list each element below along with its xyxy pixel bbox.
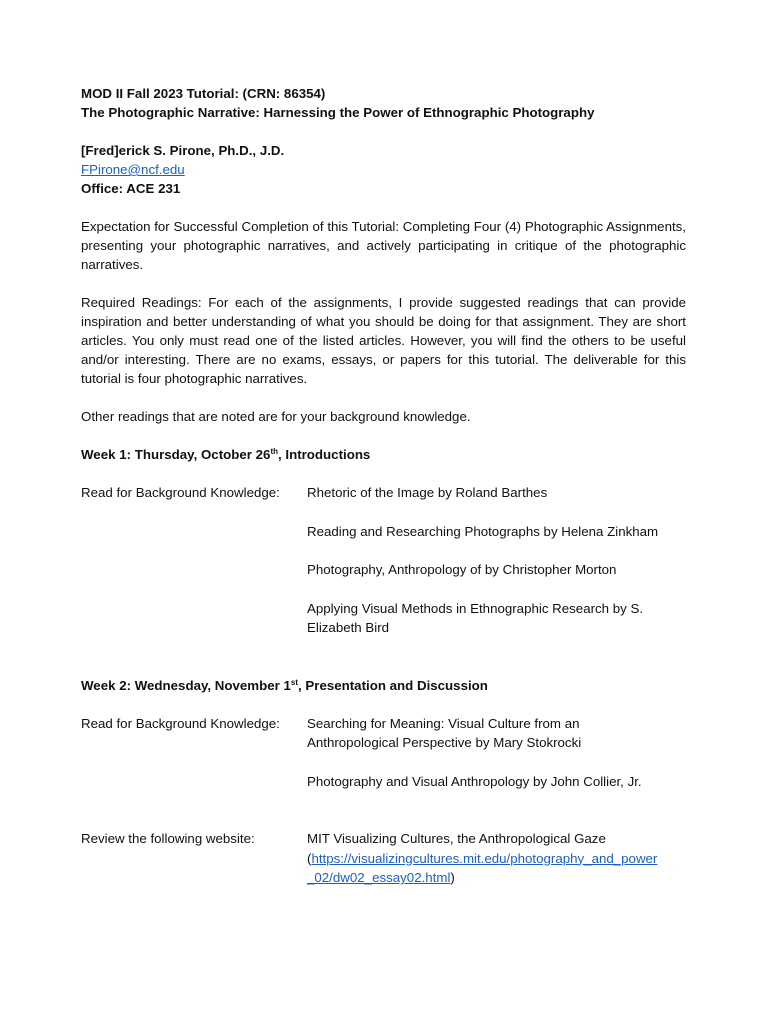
week1-heading: Week 1: Thursday, October 26th, Introductions xyxy=(81,447,371,462)
website-url-link-continued[interactable]: _02/dw02_essay02.html xyxy=(307,870,451,885)
reading-item: Rhetoric of the Image by Roland Barthes xyxy=(307,485,548,500)
website-url-link[interactable]: https://visualizingcultures.mit.edu/photography_and_power xyxy=(311,850,658,866)
week2-heading: Week 2: Wednesday, November 1st, Presentation and Discussion xyxy=(81,677,488,693)
instructor-email-link[interactable]: FPirone@ncf.edu xyxy=(81,162,185,177)
reading-item: Photography and Visual Anthropology by John Collier, Jr. xyxy=(307,773,642,789)
instructor-name: [Fred]erick S. Pirone, Ph.D., J.D. xyxy=(81,143,285,158)
tutorial-title: The Photographic Narrative: Harnessing the Power of Ethnographic Photography xyxy=(81,105,595,120)
office-location: Office: ACE 231 xyxy=(81,181,181,196)
reading-item: Reading and Researching Photographs by Helena Zinkham xyxy=(307,523,659,539)
website-label: Review the following website: xyxy=(81,831,255,846)
document-page xyxy=(81,84,686,888)
course-line: MOD II Fall 2023 Tutorial: (CRN: 86354) xyxy=(81,86,326,101)
week2-reading-label: Read for Background Knowledge: xyxy=(81,715,280,731)
website-reference: MIT Visualizing Cultures, the Anthropological Gaze (https://visualizingcultures.mit.edu/photography_and_power _02/dw02_essay02.html) xyxy=(307,829,686,888)
required-readings-paragraph: Required Readings: For each of the assignments, I provide suggested readings that can provide inspiration and better understanding of what you should be doing for that assignment. They are short articles. You only must read one of the listed articles. However, you will find the others to be useful and/or interesting. There are no exams, essays, or papers for this tutorial. The deliverable for this tutorial is four photographic narratives. xyxy=(81,295,686,386)
week1-reading-label: Read for Background Knowledge: xyxy=(81,485,280,500)
reading-item: Applying Visual Methods in Ethnographic Research by S. Elizabeth Bird xyxy=(307,600,644,635)
other-readings-paragraph: Other readings that are noted are for your background knowledge. xyxy=(81,409,471,424)
reading-item: Photography, Anthropology of by Christopher Morton xyxy=(307,562,617,577)
expectation-paragraph: Expectation for Successful Completion of this Tutorial: Completing Four (4) Photographic Assignments, presenting your photographic narratives, and actively participating in critique of the photographic narratives. xyxy=(81,219,686,272)
website-title: MIT Visualizing Cultures, the Anthropological Gaze xyxy=(307,831,606,846)
reading-item: Searching for Meaning: Visual Culture from an Anthropological Perspective by Mary Stokrocki xyxy=(307,715,582,750)
